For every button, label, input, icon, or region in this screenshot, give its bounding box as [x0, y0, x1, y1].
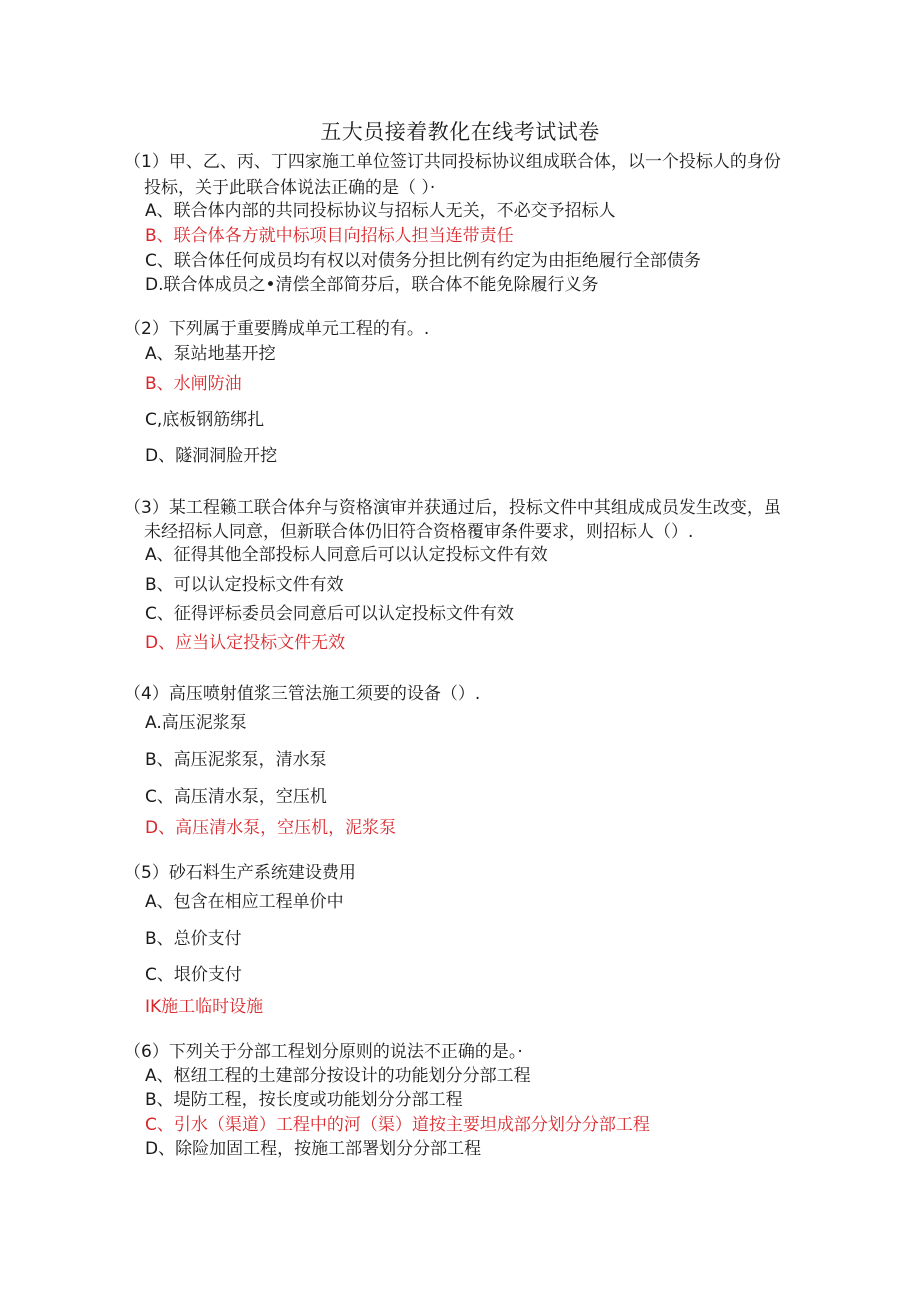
question-4-stem: （4）高压喷射值浆三管法施工须要的设备（）. [124, 684, 481, 704]
question-1-option-b-correct: B、联合体各方就中标项目向招标人担当连带责任 [145, 226, 514, 246]
question-4-option-d-correct: D、高压清水泵，空压机，泥浆泵 [145, 818, 397, 838]
question-3-option-a: A、征得其他全部投标人同意后可以认定投标文件有效 [145, 545, 548, 565]
question-6-option-b: B、堤防工程，按长度或功能划分分部工程 [145, 1090, 463, 1110]
question-4-option-b: B、高压泥浆泵，清水泵 [145, 750, 327, 770]
question-3-stem-line-2: 未经招标人同意，但新联合体仍旧符合资格覆审条件要求，则招标人（）. [144, 522, 694, 542]
question-4-option-a: A.高压泥浆泵 [145, 713, 247, 733]
exam-title: 五大员接着教化在线考试试卷 [320, 120, 600, 144]
question-5-option-b: B、总价支付 [145, 929, 242, 949]
question-6-option-d: D、除险加固工程，按施工部署划分分部工程 [145, 1139, 482, 1159]
question-3-option-b: B、可以认定投标文件有效 [145, 575, 344, 595]
question-2-option-d: D、隧洞洞脸开挖 [145, 446, 278, 466]
question-3-option-d-correct: D、应当认定投标文件无效 [145, 633, 346, 653]
question-2-option-b-correct: B、水闸防油 [145, 374, 242, 394]
question-5-option-c: C、垠价支付 [145, 965, 242, 985]
question-3-option-c: C、征得评标委员会同意后可以认定投标文件有效 [145, 604, 514, 624]
question-1-stem-line-1: （1）甲、乙、丙、丁四家施工单位签订共同投标协议组成联合体，以一个投标人的身份 [124, 152, 781, 172]
question-1-option-d: D.联合体成员之•清偿全部简芬后，联合体不能免除履行义务 [145, 275, 599, 295]
question-6-option-a: A、枢纽工程的土建部分按设计的功能划分分部工程 [145, 1066, 531, 1086]
question-5-stem: （5）砂石料生产系统建设费用 [124, 863, 356, 883]
question-5-option-d-correct: IK施工临时设施 [145, 997, 264, 1017]
question-1-option-c: C、联合体任何成员均有权以对债务分担比例有约定为由拒绝履行全部债务 [145, 251, 701, 271]
question-6-stem: （6）下列关于分部工程划分原则的说法不正确的是。· [124, 1042, 523, 1062]
question-1-option-a: A、联合体内部的共同投标协议与招标人无关，不必交予招标人 [145, 201, 616, 221]
question-2-option-c: C,底板钢筋绑扎 [145, 410, 265, 430]
question-1-stem-line-2: 投标，关于此联合体说法正确的是（ ）· [144, 178, 436, 198]
question-6-option-c-correct: C、引水（渠道）工程中的河（渠）道按主要坦成部分划分分部工程 [145, 1115, 650, 1135]
question-2-stem: （2）下列属于重要腾成单元工程的有。. [124, 319, 430, 339]
question-2-option-a: A、泵站地基开挖 [145, 344, 276, 364]
question-3-stem-line-1: （3）某工程籁工联合体弁与资格演审并获通过后，投标文件中其组成成员发生改变，虽 [124, 498, 781, 518]
question-5-option-a: A、包含在相应工程单价中 [145, 892, 344, 912]
question-4-option-c: C、高压清水泵，空压机 [145, 787, 327, 807]
